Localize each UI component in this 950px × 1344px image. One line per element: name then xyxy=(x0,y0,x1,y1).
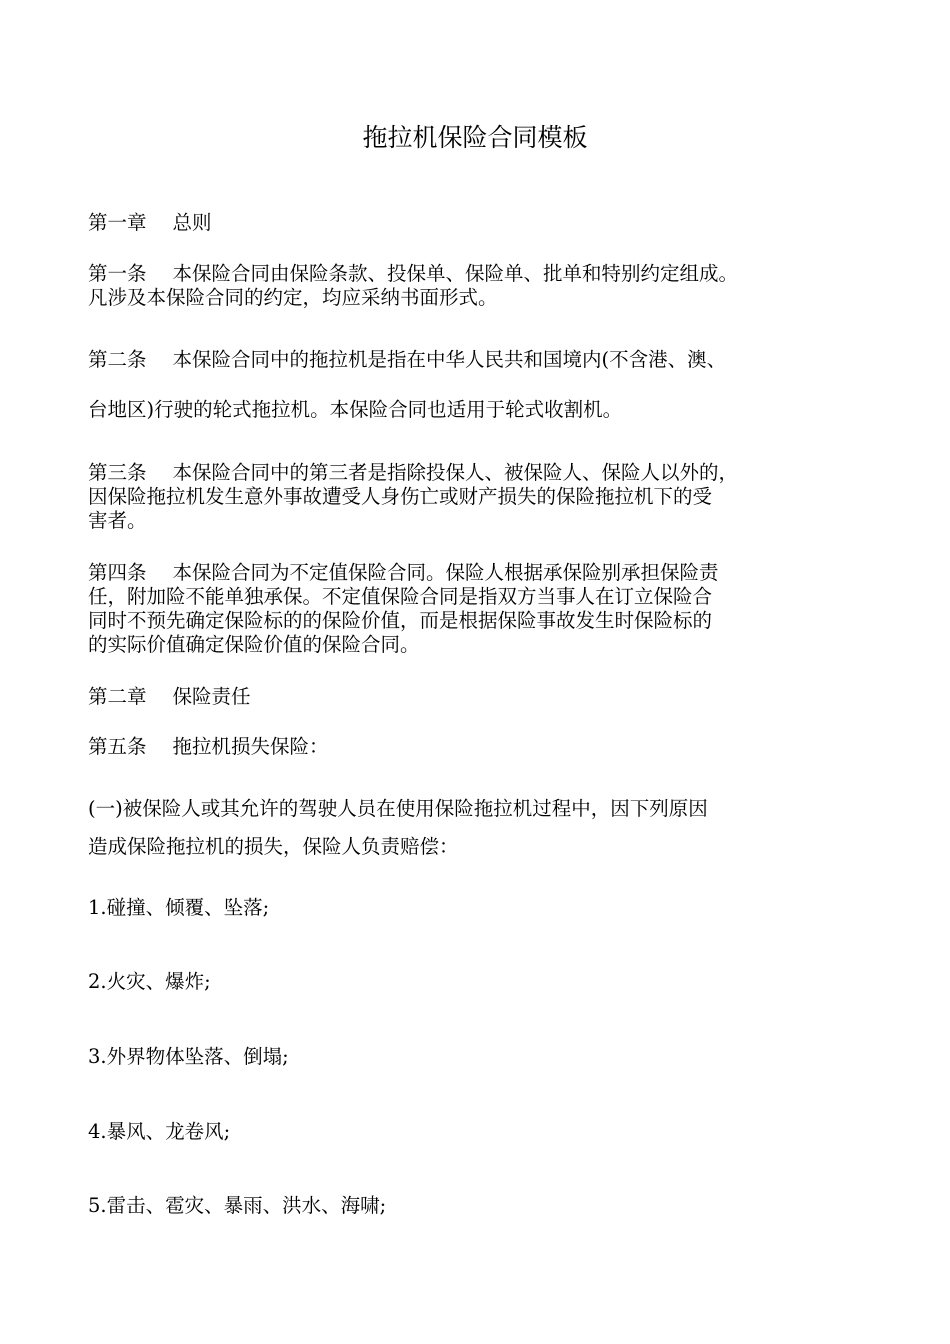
article-label: 第三条 xyxy=(88,461,147,484)
article-label: 第一条 xyxy=(88,262,147,285)
article-text-line: 害者。 xyxy=(88,509,147,532)
article-2 xyxy=(88,348,878,372)
clause-text-line: 造成保险拖拉机的损失，保险人负责赔偿： xyxy=(88,835,459,858)
article-text-line: 的实际价值确定保险价值的保险合同。 xyxy=(88,633,420,656)
article-text-line: 任，附加险不能单独承保。不定值保险合同是指双方当事人在订立保险合 xyxy=(88,585,713,608)
article-text-line: 本保险合同为不定值保险合同。保险人根据承保险别承担保险责 xyxy=(172,561,719,584)
article-text-line: 本保险合同中的第三者是指除投保人、被保险人、保险人以外的， xyxy=(172,461,739,484)
article-4 xyxy=(88,561,878,657)
document-title: 拖拉机保险合同模板 xyxy=(362,123,588,152)
chapter-name: 总则 xyxy=(172,211,212,234)
clause-text-line: (一)被保险人或其允许的驾驶人员在使用保险拖拉机过程中，因下列原因 xyxy=(88,797,708,820)
clause-1-continued xyxy=(88,835,878,859)
article-2-continued xyxy=(88,398,878,422)
article-label: 第五条 xyxy=(88,735,147,758)
article-text-line: 本保险合同由保险条款、投保单、保险单、批单和特别约定组成。 xyxy=(172,262,739,285)
chapter-number: 第二章 xyxy=(88,685,147,708)
article-label: 第二条 xyxy=(88,348,147,371)
list-item: 4.暴风、龙卷风; xyxy=(88,1120,231,1143)
clause-1 xyxy=(88,797,878,821)
article-text-line: 同时不预先确定保险标的的保险价值，而是根据保险事故发生时保险标的 xyxy=(88,609,713,632)
chapter-name: 保险责任 xyxy=(172,685,251,708)
article-text-line: 因保险拖拉机发生意外事故遭受人身伤亡或财产损失的保险拖拉机下的受 xyxy=(88,485,713,508)
article-3 xyxy=(88,461,878,533)
article-label: 第四条 xyxy=(88,561,147,584)
article-5 xyxy=(88,735,878,759)
chapter-1-heading xyxy=(88,211,878,235)
list-item: 3.外界物体坠落、倒塌; xyxy=(88,1045,289,1068)
article-text-line: 本保险合同中的拖拉机是指在中华人民共和国境内(不含港、澳、 xyxy=(172,348,727,371)
list-item: 5.雷击、雹灾、暴雨、洪水、海啸; xyxy=(88,1194,387,1217)
chapter-number: 第一章 xyxy=(88,211,147,234)
chapter-2-heading xyxy=(88,685,878,709)
article-text-line: 台地区)行驶的轮式拖拉机。本保险合同也适用于轮式收割机。 xyxy=(88,398,623,421)
article-text-line: 凡涉及本保险合同的约定，均应采纳书面形式。 xyxy=(88,286,498,309)
list-item: 1.碰撞、倾覆、坠落; xyxy=(88,896,270,919)
article-text: 拖拉机损失保险： xyxy=(172,735,329,758)
list-item: 2.火灾、爆炸; xyxy=(88,970,211,993)
article-1 xyxy=(88,262,878,310)
